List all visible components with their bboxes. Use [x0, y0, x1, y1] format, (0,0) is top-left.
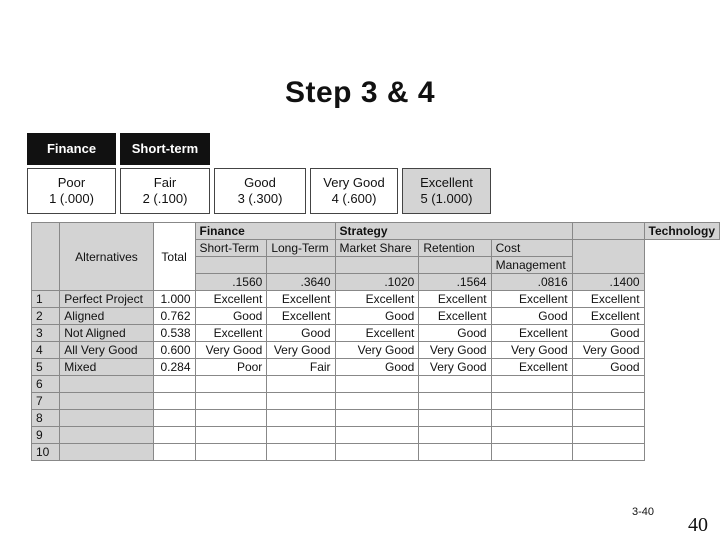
rating-cell — [267, 427, 335, 444]
rating-cell: Excellent — [572, 308, 644, 325]
total-score: 0.538 — [153, 325, 195, 342]
table-row — [32, 393, 720, 410]
scale-label: Very Good — [323, 175, 385, 190]
rating-cell: Excellent — [195, 325, 267, 342]
rating-cell — [195, 427, 267, 444]
rating-cell — [419, 427, 491, 444]
rating-cell: Excellent — [491, 291, 572, 308]
alternative-name — [60, 427, 153, 444]
weight-technology: .1400 — [572, 274, 644, 291]
row-number: 4 — [32, 342, 60, 359]
row-number-header — [32, 223, 60, 291]
row-number: 10 — [32, 444, 60, 461]
total-score: 0.600 — [153, 342, 195, 359]
rating-cell — [491, 444, 572, 461]
table-row — [32, 291, 720, 308]
weight-short-term: .1560 — [195, 274, 267, 291]
rating-cell: Fair — [267, 359, 335, 376]
alternatives-header: Alternatives — [60, 223, 153, 291]
rating-cell: Excellent — [491, 325, 572, 342]
table-row — [32, 325, 720, 342]
total-score — [153, 410, 195, 427]
rating-cell: Very Good — [419, 342, 491, 359]
tab-short-term: Short-term — [120, 133, 210, 165]
group-strategy: Strategy — [335, 223, 572, 240]
criterion-technology — [572, 240, 644, 274]
row-number: 9 — [32, 427, 60, 444]
rating-cell: Excellent — [572, 291, 644, 308]
scale-fair — [120, 168, 210, 214]
rating-cell: Excellent — [267, 291, 335, 308]
rating-cell: Excellent — [267, 308, 335, 325]
rating-cell — [195, 444, 267, 461]
criterion-market-share: Market Share — [335, 240, 419, 257]
rating-cell — [572, 444, 644, 461]
rating-cell — [335, 393, 419, 410]
scale-very-good — [310, 168, 398, 214]
scale-label: Fair — [153, 175, 177, 190]
alternative-name: Not Aligned — [60, 325, 153, 342]
scale-value: 2 (.100) — [142, 191, 188, 206]
rating-cell: Excellent — [419, 308, 491, 325]
tab-finance: Finance — [27, 133, 116, 165]
rating-cell: Good — [491, 308, 572, 325]
scale-value: 1 (.000) — [49, 191, 94, 206]
rating-cell: Good — [267, 325, 335, 342]
rating-cell: Very Good — [335, 342, 419, 359]
scale-excellent — [402, 168, 491, 214]
rating-cell — [491, 393, 572, 410]
criterion-retention: Retention — [419, 240, 491, 257]
weight-market-share: .1020 — [335, 274, 419, 291]
rating-cell — [267, 376, 335, 393]
scale-value: 4 (.600) — [331, 191, 377, 206]
rating-cell — [335, 427, 419, 444]
rating-cell: Very Good — [195, 342, 267, 359]
row-number: 7 — [32, 393, 60, 410]
table-row — [32, 376, 720, 393]
rating-cell: Excellent — [195, 291, 267, 308]
total-header: Total — [153, 223, 195, 291]
table-row — [32, 410, 720, 427]
rating-cell — [195, 410, 267, 427]
criterion-cost: Cost — [491, 240, 572, 257]
rating-cell — [572, 410, 644, 427]
scale-label: Good — [244, 175, 276, 190]
rating-cell — [491, 410, 572, 427]
table-row — [32, 427, 720, 444]
rating-cell: Good — [335, 308, 419, 325]
criterion-cost-management: Management — [491, 257, 572, 274]
row-number: 2 — [32, 308, 60, 325]
weight-retention: .1564 — [419, 274, 491, 291]
rating-cell: Excellent — [335, 291, 419, 308]
alternative-name: Aligned — [60, 308, 153, 325]
rating-cell — [572, 393, 644, 410]
slide-title: Step 3 & 4 — [284, 76, 436, 109]
row-number: 8 — [32, 410, 60, 427]
criterion-short-term: Short-Term — [195, 240, 267, 257]
rating-cell: Very Good — [491, 342, 572, 359]
rating-cell: Excellent — [491, 359, 572, 376]
rating-cell — [335, 376, 419, 393]
table-row — [32, 359, 720, 376]
rating-cell — [572, 376, 644, 393]
total-score — [153, 444, 195, 461]
slide-reference: 3-40 — [632, 506, 655, 518]
row-number: 1 — [32, 291, 60, 308]
total-score: 0.762 — [153, 308, 195, 325]
table-row — [32, 444, 720, 461]
rating-cell: Good — [419, 325, 491, 342]
criterion-spacer — [267, 257, 335, 274]
rating-cell — [419, 376, 491, 393]
alternative-name — [60, 444, 153, 461]
group-spacer — [572, 223, 644, 240]
rating-cell — [491, 427, 572, 444]
rating-cell — [267, 393, 335, 410]
alternative-name — [60, 393, 153, 410]
total-score — [153, 427, 195, 444]
group-technology: Technology — [644, 223, 719, 240]
rating-cell: Good — [195, 308, 267, 325]
alternative-name: Mixed — [60, 359, 153, 376]
rating-cell — [267, 444, 335, 461]
rating-cell — [335, 444, 419, 461]
table-row — [32, 342, 720, 359]
alternative-name — [60, 410, 153, 427]
row-number: 3 — [32, 325, 60, 342]
scale-label: Excellent — [420, 175, 473, 190]
total-score: 1.000 — [153, 291, 195, 308]
alternative-name — [60, 376, 153, 393]
scoring-table — [31, 222, 720, 461]
criterion-spacer — [419, 257, 491, 274]
criterion-spacer — [335, 257, 419, 274]
rating-cell — [419, 444, 491, 461]
scale-label: Poor — [57, 175, 86, 190]
scale-value: 3 (.300) — [237, 191, 283, 206]
criterion-spacer — [195, 257, 267, 274]
alternative-name: All Very Good — [60, 342, 153, 359]
group-finance: Finance — [195, 223, 335, 240]
rating-cell: Good — [572, 325, 644, 342]
rating-cell: Very Good — [572, 342, 644, 359]
total-score — [153, 376, 195, 393]
rating-cell — [195, 376, 267, 393]
rating-cell: Poor — [195, 359, 267, 376]
alternative-name: Perfect Project — [60, 291, 153, 308]
scale-poor — [27, 168, 116, 214]
table-row — [32, 308, 720, 325]
total-score: 0.284 — [153, 359, 195, 376]
rating-cell: Very Good — [267, 342, 335, 359]
rating-cell — [572, 427, 644, 444]
page-number: 40 — [688, 514, 708, 536]
rating-cell — [335, 410, 419, 427]
rating-cell — [267, 410, 335, 427]
criterion-long-term: Long-Term — [267, 240, 335, 257]
rating-cell — [195, 393, 267, 410]
scale-good — [214, 168, 306, 214]
weight-long-term: .3640 — [267, 274, 335, 291]
total-score — [153, 393, 195, 410]
rating-cell: Good — [335, 359, 419, 376]
rating-cell — [491, 376, 572, 393]
row-number: 6 — [32, 376, 60, 393]
rating-cell: Excellent — [419, 291, 491, 308]
rating-cell: Very Good — [419, 359, 491, 376]
rating-cell: Good — [572, 359, 644, 376]
scale-value: 5 (1.000) — [420, 191, 473, 206]
weight-cost-management: .0816 — [491, 274, 572, 291]
row-number: 5 — [32, 359, 60, 376]
rating-cell: Excellent — [335, 325, 419, 342]
rating-cell — [419, 410, 491, 427]
rating-cell — [419, 393, 491, 410]
